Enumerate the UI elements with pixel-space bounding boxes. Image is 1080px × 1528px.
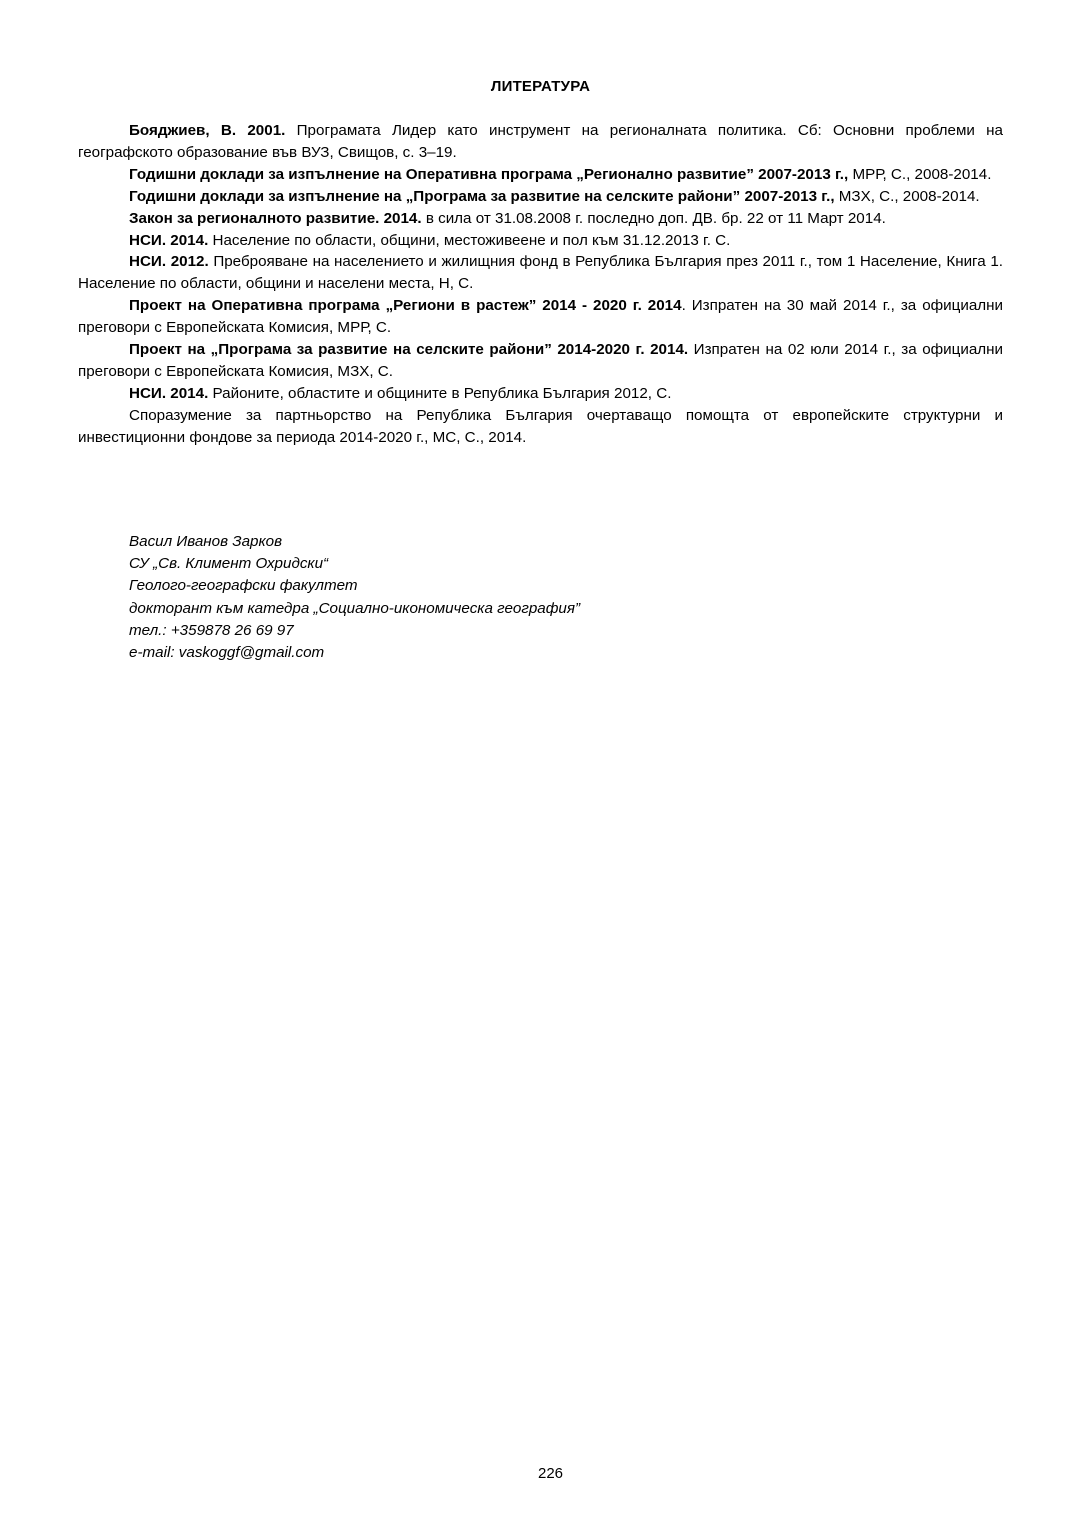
reference-item [78,383,1003,405]
section-heading: ЛИТЕРАТУРА [490,78,591,95]
reference-text: Споразумение за партньорство на Република България очертаващо помощта от европейските структурни и инвестиционни фондове за периода 2014-2020 г., МС, С., 2014. [78,406,1003,446]
author-faculty: Геолого-географски факултет [129,577,358,595]
reference-list [78,120,1003,449]
reference-bold-part: НСИ. 2014. [129,231,209,249]
reference-text: в сила от 31.08.2008 г. последно доп. ДВ. бр. 22 от 11 Март 2014. [421,209,886,227]
reference-item [78,186,1003,208]
reference-item [78,295,1003,339]
reference-bold-part: НСИ. 2012. [129,253,209,271]
page-number: 226 [537,1465,564,1482]
reference-text: МРР, С., 2008-2014. [848,165,992,183]
reference-item [78,251,1003,295]
reference-item [78,230,1003,252]
reference-bold-part: Проект на Оперативна програма „Региони в растеж” 2014 - 2020 г. 2014 [129,297,682,315]
reference-text: Население по области, общини, местоживеене и пол към 31.12.2013 г. С. [208,231,731,249]
reference-bold-part: Годишни доклади за изпълнение на „Програма за развитие на селските райони” 2007-2013 г., [129,187,835,205]
author-university: СУ „Св. Климент Охридски“ [129,555,329,573]
reference-text: Изпратен на 02 юли 2014 г., за официални преговори с Европейската Комисия, МЗХ, С. [78,341,1003,380]
reference-bold-part: Проект на „Програма за развитие на селските райони” 2014-2020 г. 2014. [129,341,689,359]
reference-text: Преброяване на населението и жилищния фонд в Република България през 2011 г., том 1 Население, Книга 1. Население по области, общини и населени места, Н, С. [78,253,1003,293]
reference-item [78,405,1003,449]
author-block [129,531,580,664]
document-page [78,0,1003,1528]
reference-bold-part: НСИ. 2014. [129,384,209,402]
reference-item [78,208,1003,230]
reference-bold-part: Годишни доклади за изпълнение на Оперативна програма „Регионално развитие” 2007-2013 г., [129,165,849,183]
reference-item [78,164,1003,186]
author-email: e-mail: vaskoggf@gmail.com [129,644,325,662]
author-name: Васил Иванов Зарков [129,533,283,550]
reference-text: . Изпратен на 30 май 2014 г., за официални преговори с Европейската Комисия, МРР, С. [78,297,1004,337]
reference-item [78,120,1003,164]
reference-bold-part: Закон за регионалното развитие. 2014. [129,209,422,227]
reference-text: Програмата Лидер като инструмент на регионалната политика. Сб: Основни проблеми на географското образование във ВУЗ, Свищов, с. 3–19. [78,122,1003,161]
author-position: докторант към катедра „Социално-икономическа география” [129,599,581,617]
reference-item [78,339,1003,383]
reference-bold-part: Бояджиев, В. 2001. [129,122,286,139]
reference-text: МЗХ, С., 2008-2014. [834,187,980,205]
reference-text: Районите, областите и общините в Република България 2012, С. [208,384,672,402]
author-phone: тел.: +359878 26 69 97 [129,621,294,639]
